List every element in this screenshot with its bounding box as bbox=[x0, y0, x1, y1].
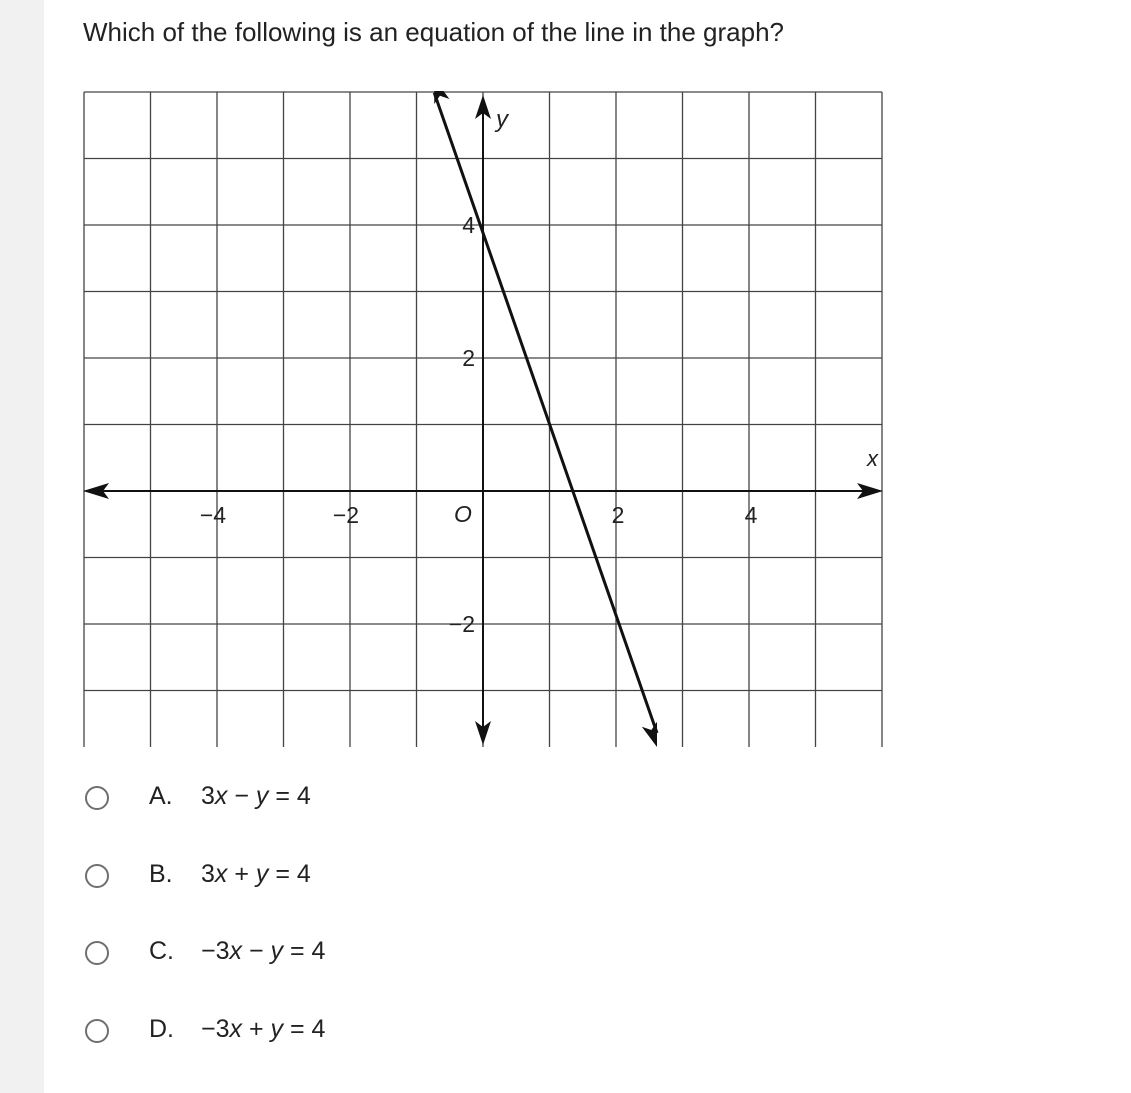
x-axis-label: x bbox=[867, 446, 878, 471]
x-tick-label: −4 bbox=[199, 502, 227, 528]
equation-part: y bbox=[255, 782, 269, 810]
graph-svg bbox=[83, 91, 883, 747]
option-letter: C. bbox=[149, 937, 174, 965]
option-equation bbox=[201, 935, 325, 967]
answer-option[interactable] bbox=[83, 770, 683, 826]
x-tick-label: 2 bbox=[611, 502, 625, 528]
equation-part: −3 bbox=[201, 1014, 230, 1043]
equation-part: y bbox=[270, 937, 284, 965]
answer-option[interactable] bbox=[83, 1003, 683, 1059]
y-tick-label: −2 bbox=[448, 611, 475, 637]
equation-part: + bbox=[242, 1014, 271, 1043]
option-letter: D. bbox=[149, 1014, 174, 1043]
equation-part: x bbox=[214, 782, 228, 810]
equation-part: = 4 bbox=[283, 1014, 326, 1043]
question-text: Which of the following is an equation of the line in the graph? bbox=[83, 17, 785, 47]
equation-part: x bbox=[229, 937, 243, 965]
radio-button[interactable] bbox=[85, 864, 109, 888]
equation-part: = 4 bbox=[268, 859, 311, 888]
equation-part: x bbox=[229, 1014, 243, 1043]
left-sidebar bbox=[0, 0, 44, 1093]
radio-button[interactable] bbox=[85, 941, 109, 965]
coordinate-graph bbox=[83, 91, 883, 747]
equation-part: − bbox=[242, 937, 271, 965]
equation-part: = 4 bbox=[283, 937, 326, 965]
graph-line-arrow-bottom bbox=[642, 722, 657, 747]
equation-part: x bbox=[214, 859, 228, 888]
equation-part: y bbox=[255, 859, 269, 888]
x-tick-label: −2 bbox=[332, 502, 360, 528]
origin-label: O bbox=[454, 501, 472, 527]
option-equation bbox=[201, 1013, 325, 1045]
answer-option[interactable] bbox=[83, 848, 683, 904]
equation-part: 3 bbox=[201, 859, 215, 888]
y-axis-label: y bbox=[496, 106, 508, 133]
equation-part: = 4 bbox=[268, 782, 311, 810]
equation-part: + bbox=[227, 859, 256, 888]
option-equation bbox=[201, 858, 311, 890]
option-equation bbox=[201, 780, 311, 812]
y-tick-label: 2 bbox=[462, 345, 475, 371]
radio-button[interactable] bbox=[85, 786, 109, 810]
equation-part: − bbox=[227, 782, 256, 810]
radio-button[interactable] bbox=[85, 1019, 109, 1043]
option-letter: A. bbox=[149, 782, 173, 810]
x-tick-label: 4 bbox=[744, 502, 758, 528]
equation-part: 3 bbox=[201, 782, 215, 810]
option-letter: B. bbox=[149, 859, 173, 888]
y-tick-label: 4 bbox=[462, 212, 475, 238]
answer-option[interactable] bbox=[83, 925, 683, 981]
equation-part: −3 bbox=[201, 937, 230, 965]
equation-part: y bbox=[270, 1014, 284, 1043]
